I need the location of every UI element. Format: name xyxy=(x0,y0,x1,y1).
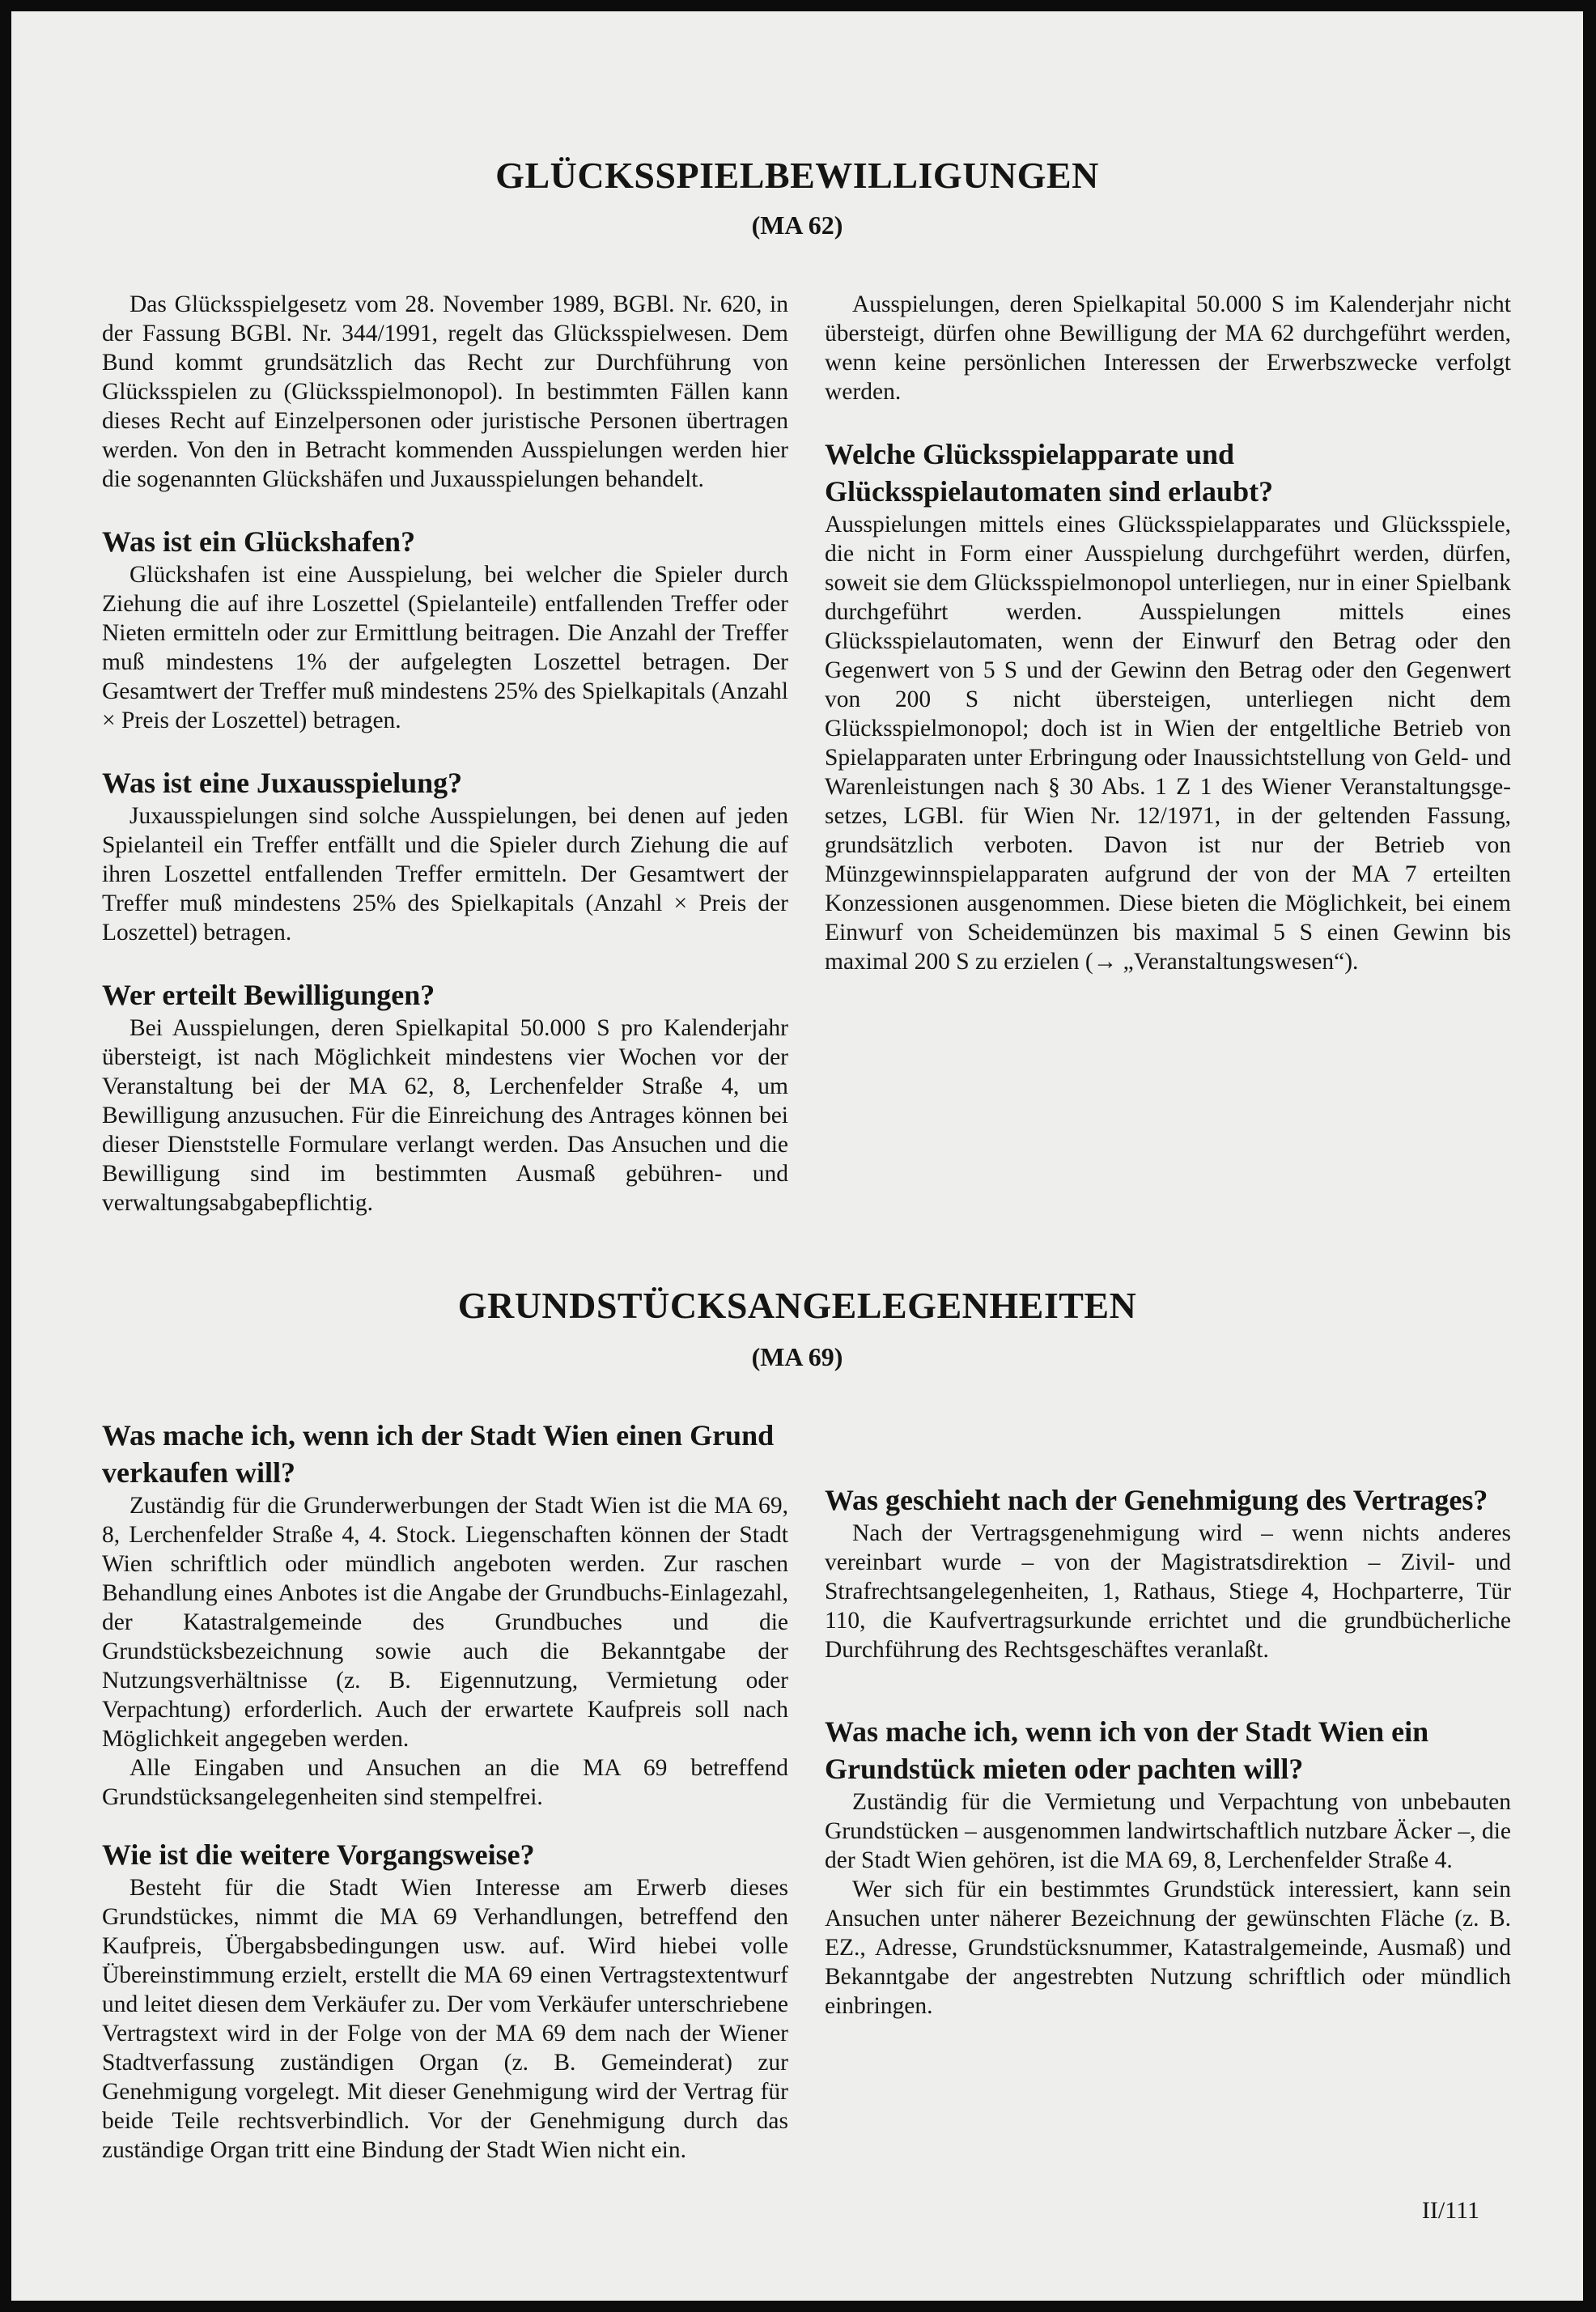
paragraph-stempelfrei: Alle Eingaben und Ansuchen an die MA 69 betreffend Grundstücksangelegenheiten sind stempelfrei. xyxy=(102,1755,788,1810)
section-title-grundstuecke: GRUNDSTÜCKSANGELEGENHEITEN xyxy=(457,1285,1137,1326)
heading-bewilligungen: Wer erteilt Bewilligungen? xyxy=(102,979,435,1011)
document-page xyxy=(11,11,1583,2301)
heading-vorgangsweise: Wie ist die weitere Vorgangsweise? xyxy=(102,1838,535,1871)
heading-glueckshafen: Was ist ein Glückshafen? xyxy=(102,525,416,558)
paragraph-glueckshafen: Glückshafen ist eine Ausspielung, bei welcher die Spieler durch Ziehung die auf ihre Loszettel (Spielanteile) entfallenden Treffer oder Nieten ermitteln oder zur Ermittlung beitragen. Die Anzahl der Treffer muß mindestens 1% der aufgelegten Loszettel betragen. Der Gesamtwert der Treffer muß mindestens 25% des Spielkapitals (Anzahl × Preis der Loszettel) betragen. xyxy=(102,562,788,733)
paragraph-gluecksspielapparate: Ausspielungen mittels eines Glücksspielapparates und Glücksspiele, die nicht in Form einer Ausspielung durchgeführt werden, dürfen, soweit sie dem Glücksspielmonopol unterliegen, nur in einer Spielbank durchgeführt werden. Ausspielungen mittels eines Glücksspielautomaten, wenn der Einwurf den Betrag oder den Gegenwert von 5 S und der Gewinn den Betrag oder den Gegenwert von 200 S nicht übersteigen, unterliegen nicht dem Glücksspielmonopol; doch ist in Wien der entgeltliche Betrieb von Spielapparaten unter Erbringung oder Inaussichtstellung von Geld- und Warenleistungen nach § 30 Abs. 1 Z 1 des Wiener Veranstaltungsgesetzes, LGBl. für Wien Nr. 12/1971, in der geltenden Fassung, grundsätzlich verboten. Davon ist nur der Betrieb von Münzgewinnspielapparaten aufgrund der von der MA 7 erteilten Konzessionen ausgenommen. Diese bieten die Möglichkeit, bei einem Einwurf von Scheidemünzen bis maximal 5 S einen Gewinn bis maximal 200 S zu erzielen (→ „Veranstaltungswesen“). xyxy=(825,512,1511,975)
intro-paragraph: Das Glücksspielgesetz vom 28. November 1989, BGBl. Nr. 620, in der Fassung BGBl. Nr. 344/1991, regelt das Glücksspielwesen. Dem Bund kommt grundsätzlich das Recht zur Durchführung von Glücksspielen zu (Glücksspielmonopol). In bestimmten Fällen kann dieses Recht auf Einzelpersonen oder juristische Personen übertragen werden. Von den in Betracht kommenden Ausspielungen werden hier die sogenannten Glückshäfen und Juxausspielungen behandelt. xyxy=(102,291,788,492)
page-number: II/111 xyxy=(1421,2197,1479,2224)
paragraph-vermietung: Zuständig für die Vermietung und Verpachtung von unbebauten Grundstücken – ausgenommen landwirtschaftlich nutzbare Äcker –, die der Stadt Wien gehören, ist die MA 69, 8, Lerchenfelder Straße 4. xyxy=(825,1789,1511,1873)
heading-grund-verkaufen: Was mache ich, wenn ich der Stadt Wien einen Grund verkaufen will? xyxy=(102,1419,775,1489)
section-subtitle-ma69: (MA 69) xyxy=(751,1342,843,1371)
section-title-gluecksspiel: GLÜCKSSPIELBEWILLIGUNGEN xyxy=(495,155,1099,196)
column-left-section1 xyxy=(102,290,788,1218)
paragraph-vorgangsweise: Besteht für die Stadt Wien Interesse am Erwerb dieses Grundstückes, nimmt die MA 69 Verhandlungen, betreffend den Kaufpreis, Übergabsbedingungen usw. auf. Wird hiebei volle Übereinstimmung erzielt, erstellt die MA 69 einen Vertragstextentwurf und leitet diesen dem Verkäufer zu. Der vom Verkäufer unterschriebene Vertragstext wird in der Folge von der MA 69 dem nach der Wiener Stadtverfassung zuständigen Organ (z. B. Gemeinderat) zur Genehmigung vorgelegt. Mit dieser Genehmigung wird der Vertrag für beide Teile rechtsverbindlich. Vor der Genehmigung durch das zuständige Organ tritt eine Bindung der Stadt Wien nicht ein. xyxy=(102,1875,788,2163)
heading-nach-genehmigung: Was geschieht nach der Genehmigung des Vertrages? xyxy=(825,1484,1488,1516)
paragraph-ansuchen: Wer sich für ein bestimmtes Grundstück interessiert, kann sein Ansuchen unter näherer Bezeichnung der gewünschten Fläche (z. B. EZ., Adresse, Grundstücksnummer, Katastralgemeinde, Ausmaß) und Bekanntgabe der angestrebten Nutzung schriftlich oder mündlich einbringen. xyxy=(825,1876,1511,2019)
column-right-section1 xyxy=(825,290,1511,976)
column-right-section2 xyxy=(825,1417,1511,2021)
heading-juxausspielung: Was ist eine Juxausspielung? xyxy=(102,767,463,799)
paragraph-bewilligungen: Bei Ausspielungen, deren Spielkapital 50.000 S pro Kalenderjahr übersteigt, ist nach Möglichkeit mindestens vier Wochen vor der Veranstaltung bei der MA 62, 8, Lerchenfelder Straße 4, um Bewilligung anzusuchen. Für die Einreichung des Antrages können bei dieser Dienststelle Formulare verlangt werden. Das Ansuchen und die Bewilligung sind im bestimmten Ausmaß gebühren- und verwaltungsabgabepflichtig. xyxy=(102,1015,788,1216)
section-subtitle-ma62: (MA 62) xyxy=(751,210,843,240)
paragraph-ausspielungen-kapital: Ausspielungen, deren Spielkapital 50.000 S im Kalenderjahr nicht übersteigt, dürfen ohne Bewilligung der MA 62 durchgeführt werden, wenn keine persönlichen Interessen der Erwerbszwecke verfolgt werden. xyxy=(825,291,1511,405)
paragraph-nach-genehmigung: Nach der Vertragsgenehmigung wird – wenn nichts anderes vereinbart wurde – von der Magistratsdirektion – Zivil- und Strafrechtsangelegenheiten, 1, Rathaus, Stiege 4, Hochparterre, Tür 110, die Kaufvertragsurkunde errichtet und die grundbücherliche Durchführung des Rechtsgeschäftes veranlaßt. xyxy=(825,1520,1511,1663)
paragraph-grunderwerbungen: Zuständig für die Grunderwerbungen der Stadt Wien ist die MA 69, 8, Lerchenfelder Straße 4, 4. Stock. Liegenschaften können der Stadt Wien schriftlich oder mündlich angeboten werden. Zur raschen Behandlung eines Anbotes ist die Angabe der Grundbuchs-Einlagezahl, der Katastralgemeinde des Grundbuches und die Grundstücksbezeichnung sowie auch die Bekanntgabe der Nutzungsverhältnisse (z. B. Eigennutzung, Vermietung oder Verpachtung) erforderlich. Auch der erwartete Kaufpreis soll nach Möglichkeit angegeben werden. xyxy=(102,1493,788,1752)
column-left-section2 xyxy=(102,1417,788,2165)
paragraph-juxausspielung: Juxausspielungen sind solche Ausspielungen, bei denen auf jeden Spielanteil ein Treffer entfällt und die Spieler durch Ziehung die auf ihren Loszettel entfallenden Treffer ermitteln. Der Gesamtwert der Treffer muß mindestens 25% des Spielkapitals (Anzahl × Preis der Loszettel) betragen. xyxy=(102,803,788,946)
heading-mieten-pachten: Was mache ich, wenn ich von der Stadt Wien ein Grundstück mieten oder pachten will? xyxy=(825,1715,1429,1785)
heading-gluecksspielapparate: Welche Glücksspielapparate und Glücksspielautomaten sind erlaubt? xyxy=(825,438,1274,508)
